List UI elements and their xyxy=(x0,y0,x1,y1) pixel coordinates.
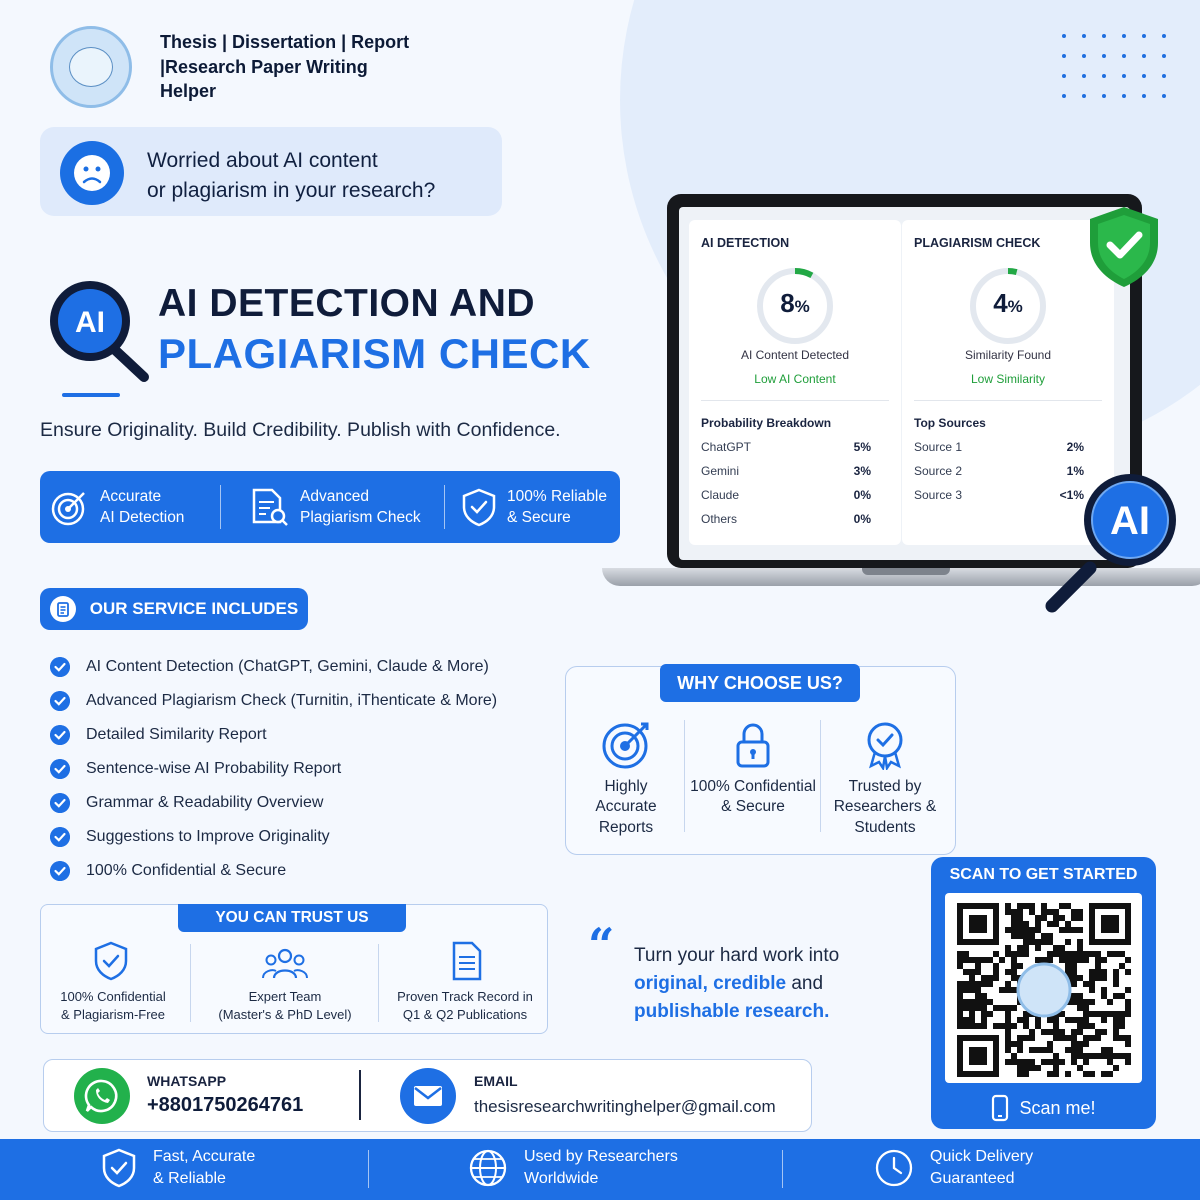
check-icon xyxy=(50,691,70,711)
table-row: Claude 0% xyxy=(701,488,871,502)
document-icon xyxy=(450,940,484,982)
feature-bar xyxy=(40,471,620,543)
ai-magnifier-icon xyxy=(44,277,154,387)
globe-icon xyxy=(468,1148,508,1188)
whatsapp-label: WHATSAPP xyxy=(147,1073,227,1089)
trust-item-expert-team: Expert Team (Master's & PhD Level) xyxy=(218,989,352,1022)
document-search-icon xyxy=(248,486,290,528)
trust-item-track-record: Proven Track Record in Q1 & Q2 Publications xyxy=(397,989,533,1022)
footer-item-fast: Fast, Accurate & Reliable xyxy=(100,1146,255,1190)
list-item: 100% Confidential & Secure xyxy=(50,854,530,888)
scan-me-button[interactable]: Scan me! xyxy=(931,1094,1156,1122)
feature-advanced-plagiarism: Advanced Plagiarism Check xyxy=(248,471,421,543)
services-heading: OUR SERVICE INCLUDES xyxy=(40,588,308,630)
qr-code-image xyxy=(945,893,1142,1083)
why-divider xyxy=(684,720,685,832)
list-item: Sentence-wise AI Probability Report xyxy=(50,752,530,786)
list-item: Suggestions to Improve Originality xyxy=(50,820,530,854)
check-icon xyxy=(50,725,70,745)
lock-icon xyxy=(731,720,775,770)
list-item: Grammar & Readability Overview xyxy=(50,786,530,820)
divider xyxy=(914,400,1102,401)
team-icon xyxy=(262,946,308,982)
contact-divider xyxy=(359,1070,361,1120)
scan-title: SCAN TO GET STARTED xyxy=(949,866,1138,883)
footer-divider xyxy=(782,1150,783,1188)
why-choose-heading: WHY CHOOSE US? xyxy=(660,664,860,702)
shield-check-icon xyxy=(100,1147,138,1189)
ai-detection-card: AI DETECTION 8% AI Content Detected Low AI Content Probability Breakdown ChatGPT 5% Gemini 3% Claude 0% Others 0% xyxy=(689,220,901,545)
book-icon xyxy=(69,47,113,87)
check-icon xyxy=(50,759,70,779)
phone-icon xyxy=(991,1094,1009,1122)
qr-code[interactable] xyxy=(945,893,1142,1083)
trust-divider xyxy=(378,944,379,1022)
why-divider xyxy=(820,720,821,832)
feature-reliable-secure: 100% Reliable & Secure xyxy=(460,471,607,543)
target-icon xyxy=(50,487,90,527)
worry-text: Worried about AI content or plagiarism in your research? xyxy=(147,149,436,202)
table-row: ChatGPT 5% xyxy=(701,440,871,454)
decorative-dots xyxy=(1062,34,1166,98)
why-item-confidential: 100% Confidential & Secure xyxy=(690,720,816,818)
check-icon xyxy=(50,861,70,881)
trust-item-confidential: 100% Confidential & Plagiarism-Free xyxy=(60,989,166,1022)
target-icon xyxy=(599,720,653,770)
table-row: Gemini 3% xyxy=(701,464,871,478)
table-row: Source 2 1% xyxy=(914,464,1084,478)
trust-heading: YOU CAN TRUST US xyxy=(178,904,406,932)
shield-check-icon xyxy=(1086,205,1162,289)
email-label: EMAIL xyxy=(474,1073,518,1089)
services-list xyxy=(50,650,530,888)
quote-text: Turn your hard work into original, credible and publishable research. xyxy=(634,945,840,1022)
why-item-accurate: Highly Accurate Reports xyxy=(574,720,678,838)
quote-icon: “ xyxy=(588,918,615,972)
check-icon xyxy=(50,657,70,677)
ai-magnifier-icon xyxy=(1036,472,1186,622)
list-item: Advanced Plagiarism Check (Turnitin, iThenticate & More) xyxy=(50,684,530,718)
ai-badge-label: AI xyxy=(1110,499,1150,543)
whatsapp-number[interactable]: +8801750264761 xyxy=(147,1094,304,1116)
footer-item-delivery: Quick Delivery Guaranteed xyxy=(874,1146,1033,1190)
hero-title-line1: AI DETECTION AND xyxy=(158,282,536,325)
list-item: AI Content Detection (ChatGPT, Gemini, Claude & More) xyxy=(50,650,530,684)
plagiarism-score-value: 4% xyxy=(993,288,1023,318)
shield-check-icon xyxy=(92,940,130,982)
check-icon xyxy=(50,827,70,847)
plagiarism-status: Low Similarity xyxy=(970,372,1045,386)
table-row: Source 3 <1% xyxy=(914,488,1084,502)
check-icon xyxy=(50,793,70,813)
trust-divider xyxy=(190,944,191,1022)
shield-check-icon xyxy=(460,487,498,527)
divider xyxy=(701,400,889,401)
brand-name: Thesis | Dissertation | Report |Research Paper Writing Helper xyxy=(160,32,410,101)
laptop-notch xyxy=(862,568,950,575)
footer-divider xyxy=(368,1150,369,1188)
ai-status: Low AI Content xyxy=(754,372,836,386)
ai-icon-label: AI xyxy=(75,306,105,339)
footer-item-worldwide: Used by Researchers Worldwide xyxy=(468,1146,678,1190)
hero-tagline: Ensure Originality. Build Credibility. Publish with Confidence. xyxy=(40,419,561,441)
ai-score-value: 8% xyxy=(780,288,810,318)
feature-accurate-ai-detection: Accurate AI Detection xyxy=(50,471,184,543)
plagiarism-check-card: PLAGIARISM CHECK 4% Similarity Found Low Similarity Top Sources Source 1 2% Source 2 1% Source 3 <1% xyxy=(902,220,1114,545)
sad-face-icon xyxy=(60,141,124,205)
clipboard-icon xyxy=(50,596,76,622)
table-row: Others 0% xyxy=(701,512,871,526)
brand-logo xyxy=(50,26,132,108)
table-row: Source 1 2% xyxy=(914,440,1084,454)
whatsapp-icon[interactable] xyxy=(74,1068,130,1124)
list-item: Detailed Similarity Report xyxy=(50,718,530,752)
email-address[interactable]: thesisresearchwritinghelper@gmail.com xyxy=(474,1097,776,1116)
feature-divider xyxy=(220,485,221,529)
title-underline xyxy=(62,393,120,397)
email-icon[interactable] xyxy=(400,1068,456,1124)
hero-title-line2: PLAGIARISM CHECK xyxy=(158,330,591,377)
clock-icon xyxy=(874,1148,914,1188)
award-icon xyxy=(863,720,907,770)
feature-divider xyxy=(444,485,445,529)
why-item-trusted: Trusted by Researchers & Students xyxy=(826,720,944,838)
